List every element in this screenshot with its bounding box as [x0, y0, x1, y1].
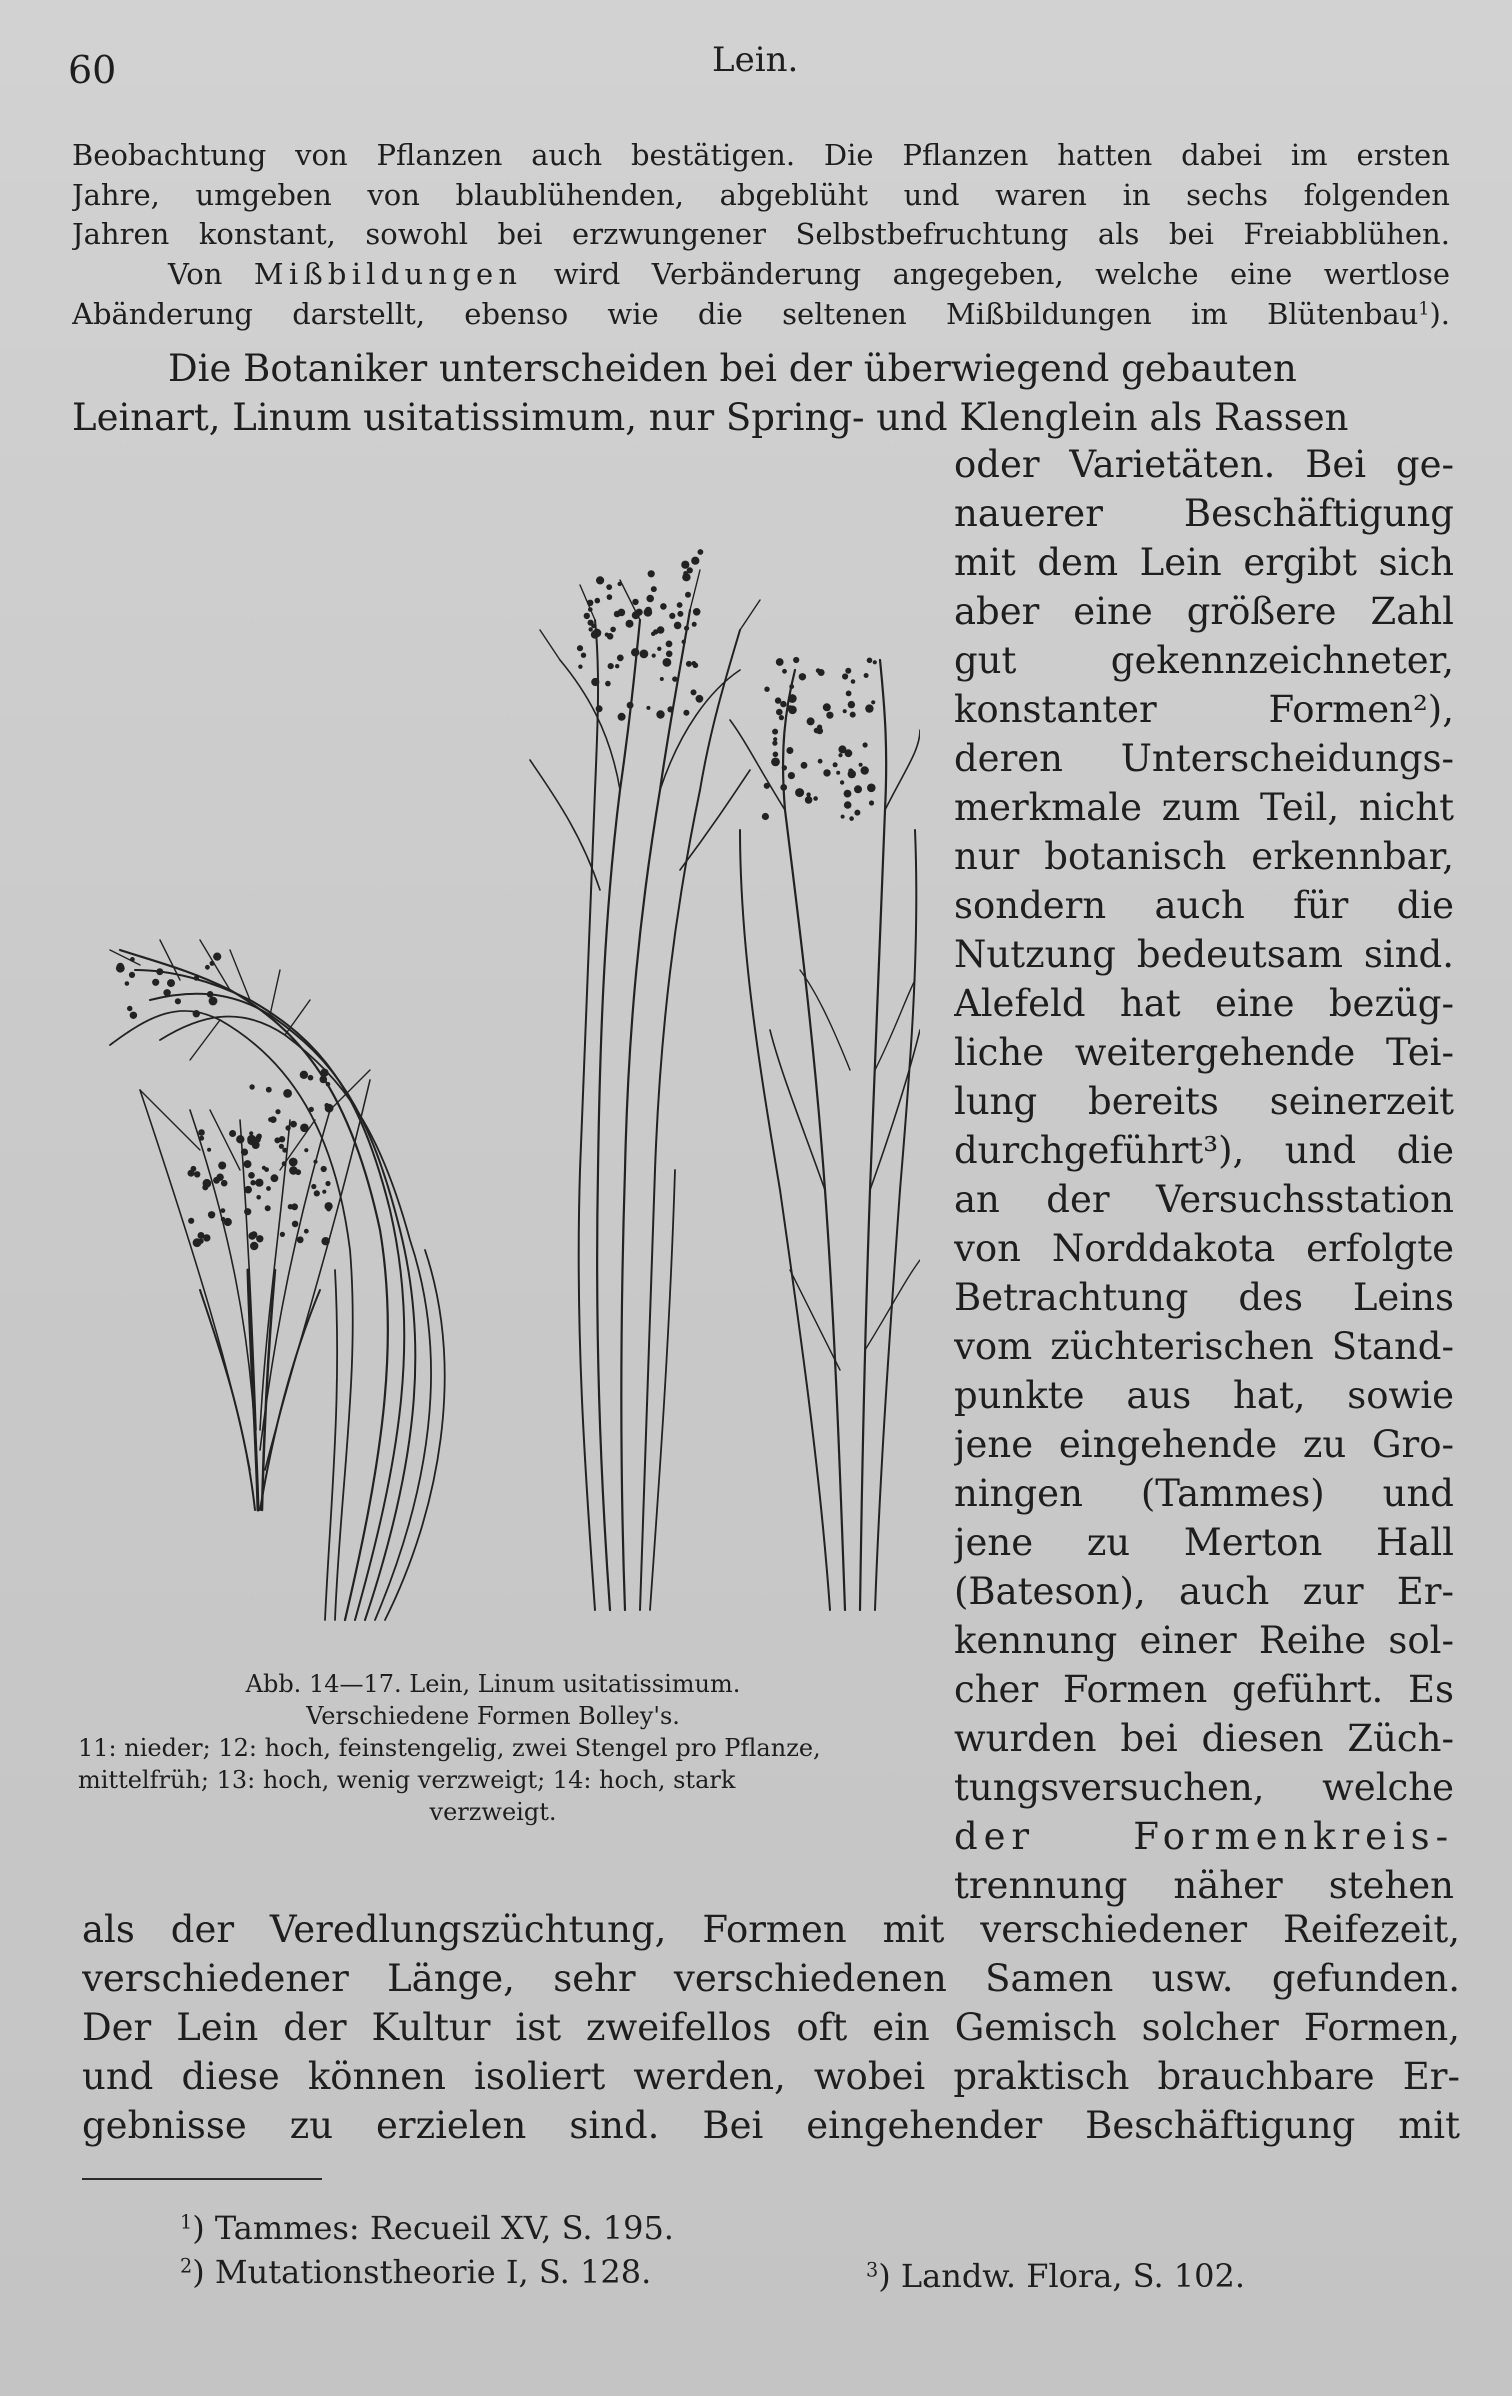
- footnote-3: [866, 2254, 1245, 2298]
- seed-capsule: [287, 1090, 291, 1094]
- seed-capsule: [188, 1170, 195, 1177]
- seed-capsule: [801, 762, 808, 769]
- seed-capsule: [268, 1117, 273, 1122]
- seed-capsule: [844, 790, 852, 798]
- seed-capsule: [813, 796, 818, 801]
- text-line: als der Veredlungszüchtung, Formen mit verschiedener Reifezeit,: [82, 1908, 1460, 1951]
- seed-capsule: [224, 1218, 232, 1226]
- seed-capsule: [275, 1109, 280, 1114]
- seed-capsule: [202, 1184, 208, 1190]
- text-line: von Norddakota erfolgte: [954, 1227, 1454, 1270]
- malformation-paragraph: [72, 255, 1450, 334]
- seed-capsule: [229, 1130, 236, 1137]
- text-line: (Bateson), auch zur Er-: [954, 1570, 1454, 1613]
- text-line: Die Botaniker unterscheiden bei der überwiegend gebauten: [168, 347, 1297, 390]
- text-line: Beobachtung von Pflanzen auch bestätigen. Die Pflanzen hatten dabei im ersten: [72, 138, 1450, 172]
- seed-capsule: [762, 813, 769, 820]
- seed-capsule: [859, 763, 863, 767]
- text-segment: ).: [1429, 296, 1450, 331]
- seed-capsule: [823, 769, 830, 776]
- text-line: wurden bei diesen Züch-: [954, 1717, 1454, 1760]
- seed-capsule: [848, 770, 856, 778]
- seed-capsule: [864, 673, 869, 678]
- seed-capsule: [683, 710, 689, 716]
- seed-capsule: [799, 673, 806, 680]
- seed-capsule: [660, 603, 667, 610]
- seed-capsule: [666, 651, 673, 658]
- seed-capsule: [674, 622, 682, 630]
- footnote-mark: 2: [180, 2254, 193, 2278]
- text-line: oder Varietäten. Bei ge-: [954, 443, 1454, 486]
- seed-capsule: [618, 582, 622, 586]
- seed-capsule: [807, 717, 815, 725]
- text-line: trennung näher stehen: [954, 1864, 1454, 1907]
- seed-capsule: [321, 1237, 329, 1245]
- seed-capsule: [156, 968, 163, 975]
- seed-capsule: [793, 657, 799, 663]
- seed-capsule: [250, 1242, 258, 1250]
- text-line: punkte aus hat, sowie: [954, 1374, 1454, 1417]
- seed-capsule: [657, 647, 661, 651]
- seed-capsule: [677, 602, 683, 608]
- seed-capsule: [250, 1180, 255, 1185]
- seed-capsule: [218, 1162, 226, 1170]
- seed-capsule: [320, 1076, 328, 1084]
- seed-capsule: [325, 1181, 330, 1186]
- main-paragraph-intro: [72, 344, 1450, 442]
- seed-capsule: [247, 1135, 256, 1144]
- text-line: sondern auch für die: [954, 884, 1454, 927]
- seed-capsule: [167, 979, 175, 987]
- seed-capsule: [198, 1129, 205, 1136]
- seed-capsule: [282, 1161, 287, 1166]
- caption-line: mittelfrüh; 13: hoch, wenig verzweigt; 14: hoch, stark: [78, 1766, 736, 1794]
- seed-capsule: [692, 622, 697, 627]
- seed-capsule: [648, 570, 655, 577]
- seed-capsule: [236, 1135, 244, 1143]
- seed-capsule: [640, 650, 649, 659]
- seed-capsule: [838, 753, 842, 757]
- text-line: aber eine größere Zahl: [954, 590, 1454, 633]
- seed-capsule: [782, 765, 787, 770]
- emphasis-text: Mißbildungen: [253, 257, 523, 291]
- seed-capsule: [288, 1204, 293, 1209]
- seed-capsule: [289, 1158, 298, 1167]
- footnote-text: ) Tammes: Recueil XV, S. 195.: [192, 2209, 674, 2247]
- seed-capsule: [854, 785, 862, 793]
- flax-plant-14: [730, 660, 920, 1610]
- seed-capsule: [848, 701, 855, 708]
- seed-capsule: [795, 788, 804, 797]
- seed-capsule: [869, 800, 874, 805]
- seed-capsule: [833, 762, 838, 767]
- flax-plant-13: [530, 570, 760, 1610]
- seed-capsule: [304, 1229, 309, 1234]
- seed-capsule: [577, 645, 583, 651]
- seed-capsule: [199, 1239, 204, 1244]
- caption-line: 11: nieder; 12: hoch, feinstengelig, zwei Stengel pro Pflanze,: [78, 1734, 821, 1762]
- text-line: [72, 295, 1450, 335]
- seed-capsule: [593, 629, 602, 638]
- seed-capsule: [632, 599, 638, 605]
- seed-capsule: [244, 1186, 252, 1194]
- text-line: der Formenkreis-: [954, 1815, 1454, 1858]
- seed-capsule: [581, 653, 586, 658]
- seed-capsule: [776, 658, 784, 666]
- seed-capsule: [771, 758, 780, 767]
- seed-capsule: [152, 979, 159, 986]
- caption-line: verzweigt.: [429, 1798, 557, 1826]
- seed-capsule: [691, 557, 699, 565]
- seed-capsule: [775, 697, 781, 703]
- caption-subtitle: Verschiedene Formen Bolley's.: [306, 1702, 680, 1730]
- seed-capsule: [779, 715, 784, 720]
- seed-capsule: [605, 681, 611, 687]
- seed-capsule: [652, 654, 656, 658]
- seed-capsule: [788, 772, 795, 779]
- seed-capsule: [606, 584, 612, 590]
- seed-capsule: [194, 1171, 200, 1177]
- seed-capsule: [595, 598, 601, 604]
- seed-capsule: [326, 1082, 331, 1087]
- seed-capsule: [780, 701, 786, 707]
- seed-capsule: [867, 658, 873, 664]
- seed-capsule: [584, 613, 590, 619]
- seed-capsule: [210, 961, 215, 966]
- seed-capsule: [322, 1190, 326, 1194]
- seed-capsule: [684, 626, 689, 631]
- text-line: nur botanisch erkennbar,: [954, 835, 1454, 878]
- seed-capsule: [772, 741, 777, 746]
- text-line: jene eingehende zu Gro-: [954, 1423, 1454, 1466]
- seed-capsule: [297, 1236, 304, 1243]
- seed-capsule: [589, 627, 593, 631]
- seed-capsule: [849, 816, 854, 821]
- seed-capsule: [840, 780, 844, 784]
- text-line: tungsversuchen, welche: [954, 1766, 1454, 1809]
- seed-capsule: [786, 747, 793, 754]
- seed-capsule: [207, 1148, 211, 1152]
- seed-capsule: [617, 655, 624, 662]
- seed-capsule: [845, 668, 851, 674]
- seed-capsule: [313, 1160, 317, 1164]
- seed-capsule: [861, 766, 869, 774]
- seed-capsule: [248, 1232, 256, 1240]
- seed-capsule: [780, 784, 787, 791]
- seed-capsule: [221, 1208, 226, 1213]
- text-line: konstanter Formen²),: [954, 688, 1454, 731]
- seed-capsule: [692, 661, 697, 666]
- seed-capsule: [256, 1235, 263, 1242]
- seed-capsule: [687, 567, 693, 573]
- figure-caption: [78, 1668, 908, 1828]
- seed-capsule: [632, 611, 640, 619]
- seed-capsule: [163, 989, 170, 996]
- seed-capsule: [308, 1075, 314, 1081]
- text-line: cher Formen geführt. Es: [954, 1668, 1454, 1711]
- text-line: an der Versuchsstation: [954, 1178, 1454, 1221]
- seed-capsule: [596, 705, 603, 712]
- bottom-paragraph: [82, 1905, 1460, 2150]
- seed-capsule: [266, 1087, 272, 1093]
- seed-capsule: [326, 1207, 331, 1212]
- seed-capsule: [175, 998, 181, 1004]
- seed-capsule: [248, 1172, 255, 1179]
- seed-capsule: [290, 1121, 297, 1128]
- seed-capsule: [292, 1221, 299, 1228]
- seed-capsule: [843, 709, 847, 713]
- footnote-mark: 1: [180, 2210, 193, 2234]
- seed-capsule: [776, 709, 783, 716]
- seed-capsule: [116, 964, 125, 973]
- seed-capsule: [663, 658, 672, 667]
- text-line: Jahren konstant, sowohl bei erzwungener Selbstbefruchtung als bei Freiabblühen.: [72, 217, 1450, 251]
- footnote-text: ) Landw. Flora, S. 102.: [878, 2257, 1246, 2295]
- seed-capsule: [838, 745, 846, 753]
- seed-capsule: [213, 953, 221, 961]
- seed-capsule: [865, 704, 873, 712]
- seed-capsule: [607, 594, 613, 600]
- text-line: lung bereits seinerzeit: [954, 1080, 1454, 1123]
- seed-capsule: [672, 676, 677, 681]
- seed-capsule: [693, 608, 701, 616]
- text-line: [72, 255, 1450, 295]
- seed-capsule: [656, 710, 664, 718]
- seed-capsule: [309, 1107, 314, 1112]
- seed-capsule: [814, 728, 820, 734]
- seed-capsule: [188, 1218, 194, 1224]
- seed-capsule: [207, 991, 214, 998]
- seed-capsule: [285, 1125, 290, 1130]
- text-line: vom züchterischen Stand-: [954, 1325, 1454, 1368]
- text-line: merkmale zum Teil, nicht: [954, 786, 1454, 829]
- seed-capsule: [314, 1190, 320, 1196]
- seed-capsule: [657, 626, 665, 634]
- seed-capsule: [216, 1174, 223, 1181]
- seed-capsule: [249, 1131, 253, 1135]
- footnote-rule: [82, 2178, 322, 2180]
- footnote-2: [180, 2250, 651, 2294]
- seed-capsules: [116, 549, 877, 1250]
- seed-capsule: [644, 608, 653, 617]
- seed-capsule: [271, 1174, 279, 1182]
- seed-capsule: [772, 729, 778, 735]
- text-line: jene zu Merton Hall: [954, 1521, 1454, 1564]
- text-line: mit dem Lein ergibt sich: [954, 541, 1454, 584]
- text-line: Betrachtung des Leins: [954, 1276, 1454, 1319]
- seed-capsule: [646, 706, 650, 710]
- text-line: nauerer Beschäftigung: [954, 492, 1454, 535]
- seed-capsule: [596, 576, 604, 584]
- page-number: 60: [68, 48, 117, 92]
- seed-capsule: [280, 1232, 285, 1237]
- seed-capsule: [626, 620, 634, 628]
- seed-capsule: [627, 702, 634, 709]
- text-line: Nutzung bedeutsam sind.: [954, 933, 1454, 976]
- seed-capsule: [274, 1137, 280, 1143]
- seed-capsule: [209, 997, 218, 1006]
- seed-capsule: [851, 679, 856, 684]
- seed-capsule: [262, 1166, 266, 1170]
- seed-capsule: [130, 957, 135, 962]
- caption-title: Abb. 14—17. Lein, Linum usitatissimum.: [245, 1670, 741, 1698]
- footnote-text: ) Mutationstheorie I, S. 128.: [192, 2253, 652, 2291]
- seed-capsule: [193, 1010, 200, 1017]
- seed-capsule: [764, 783, 770, 789]
- seed-capsule: [304, 1148, 308, 1152]
- seed-capsule: [681, 561, 689, 569]
- seed-capsule: [282, 1148, 287, 1153]
- seed-capsule: [651, 586, 657, 592]
- seed-capsule: [618, 713, 626, 721]
- seed-capsule: [208, 1211, 215, 1218]
- seed-capsule: [610, 627, 616, 633]
- text-line: ningen (Tammes) und: [954, 1472, 1454, 1515]
- seed-capsule: [194, 975, 199, 980]
- seed-capsule: [265, 1205, 271, 1211]
- seed-capsule: [325, 1104, 334, 1113]
- seed-capsule: [205, 965, 210, 970]
- seed-capsule: [591, 678, 599, 686]
- text-line: Jahre, umgeben von blaublühenden, abgeblüht und waren in sechs folgenden: [72, 177, 1450, 212]
- seed-capsule: [578, 665, 582, 669]
- seed-capsule: [289, 1166, 298, 1175]
- seed-capsule: [773, 752, 779, 758]
- text-line: verschiedener Länge, sehr verschiedenen Samen usw. gefunden.: [82, 1957, 1460, 2000]
- seed-capsule: [686, 661, 692, 667]
- seed-capsule: [667, 706, 673, 712]
- seed-capsule: [249, 1084, 254, 1089]
- seed-capsule: [279, 1144, 284, 1149]
- seed-capsule: [826, 712, 833, 719]
- seed-capsule: [850, 712, 856, 718]
- text-line: Leinart, Linum usitatissimum, nur Spring- und Klenglein als Rassen: [72, 396, 1349, 439]
- seed-capsule: [300, 1124, 309, 1133]
- seed-capsule: [773, 737, 777, 741]
- text-line: gut gekennzeichneter,: [954, 639, 1454, 682]
- seed-capsule: [873, 660, 877, 664]
- seed-capsule: [587, 600, 593, 606]
- seed-capsule: [871, 700, 875, 704]
- text-segment: wird Verbänderung angegeben, welche eine wertlose: [522, 257, 1450, 291]
- seed-capsule: [321, 1166, 327, 1172]
- top-paragraph: [72, 136, 1450, 255]
- seed-capsule: [844, 801, 852, 809]
- seed-capsule: [129, 972, 135, 978]
- seed-capsule: [816, 668, 821, 673]
- seed-capsule: [127, 1006, 132, 1011]
- text-line: und diese können isoliert werden, wobei praktisch brauchbare Er-: [82, 2055, 1460, 2098]
- seed-capsule: [256, 1137, 261, 1142]
- text-segment: Abänderung darstellt, ebenso wie die seltenen Mißbildungen im Blütenbau: [72, 296, 1419, 331]
- text-line: Alefeld hat eine bezüg-: [954, 982, 1454, 1025]
- seed-capsule: [256, 1195, 261, 1200]
- seed-capsule: [789, 684, 794, 689]
- seed-capsule: [788, 706, 797, 715]
- seed-capsule: [669, 613, 675, 619]
- seed-capsule: [631, 648, 639, 656]
- seed-capsule: [863, 742, 868, 747]
- seed-capsule: [854, 810, 860, 816]
- seed-capsule: [241, 1149, 248, 1156]
- seed-capsule: [685, 592, 691, 598]
- seed-capsule: [682, 640, 686, 644]
- flax-plants-figure: [80, 470, 920, 1660]
- seed-capsule: [591, 624, 596, 629]
- seed-capsule: [266, 1186, 271, 1191]
- seed-capsule: [846, 691, 852, 697]
- flax-plant-12: [110, 940, 445, 1620]
- seed-capsule: [125, 981, 130, 986]
- seed-capsule: [588, 607, 593, 612]
- right-column-text: [954, 440, 1454, 1910]
- seed-capsule: [823, 703, 831, 711]
- seed-capsule: [221, 1180, 228, 1187]
- footnote-mark: 3: [866, 2258, 879, 2282]
- seed-capsule: [244, 1160, 252, 1168]
- text-line: durchgeführt³), und die: [954, 1129, 1454, 1172]
- seed-capsule: [320, 1069, 328, 1077]
- seed-capsule: [255, 1179, 263, 1187]
- seed-capsule: [764, 687, 769, 692]
- seed-capsule: [244, 1208, 251, 1215]
- seed-capsule: [311, 1184, 316, 1189]
- seed-capsule: [677, 611, 683, 617]
- text-line: deren Unterscheidungs-: [954, 737, 1454, 780]
- seed-capsule: [646, 595, 654, 603]
- seed-capsule: [199, 1136, 204, 1141]
- seed-capsule: [788, 694, 797, 703]
- seed-capsule: [660, 677, 664, 681]
- seed-capsule: [614, 611, 621, 618]
- seed-capsule: [818, 759, 823, 764]
- seed-capsule: [608, 663, 614, 669]
- seed-capsule: [841, 815, 845, 819]
- seed-capsule: [605, 633, 609, 637]
- seed-capsule: [805, 796, 813, 804]
- seed-capsule: [836, 771, 840, 775]
- text-line: Der Lein der Kultur ist zweifellos oft ein Gemisch solcher Formen,: [82, 2006, 1460, 2049]
- text-segment: Von: [168, 257, 254, 291]
- seed-capsule: [300, 1071, 308, 1079]
- seed-capsule: [782, 669, 787, 674]
- seed-capsule: [842, 673, 848, 679]
- seed-capsule: [615, 664, 619, 668]
- text-line: liche weitergehende Tei-: [954, 1031, 1454, 1074]
- seed-capsule: [203, 1234, 210, 1241]
- footnote-ref: 1: [1418, 298, 1430, 319]
- running-head: Lein.: [712, 40, 799, 80]
- seed-capsule: [696, 695, 704, 703]
- text-line: gebnisse zu erzielen sind. Bei eingehender Beschäftigung mit: [82, 2104, 1460, 2147]
- seed-capsule: [666, 641, 673, 648]
- seed-capsule: [867, 784, 876, 793]
- seed-capsule: [698, 549, 704, 555]
- seed-capsule: [691, 689, 697, 695]
- text-line: kennung einer Reihe sol-: [954, 1619, 1454, 1662]
- seed-capsule: [130, 1012, 137, 1019]
- footnote-1: [180, 2206, 674, 2250]
